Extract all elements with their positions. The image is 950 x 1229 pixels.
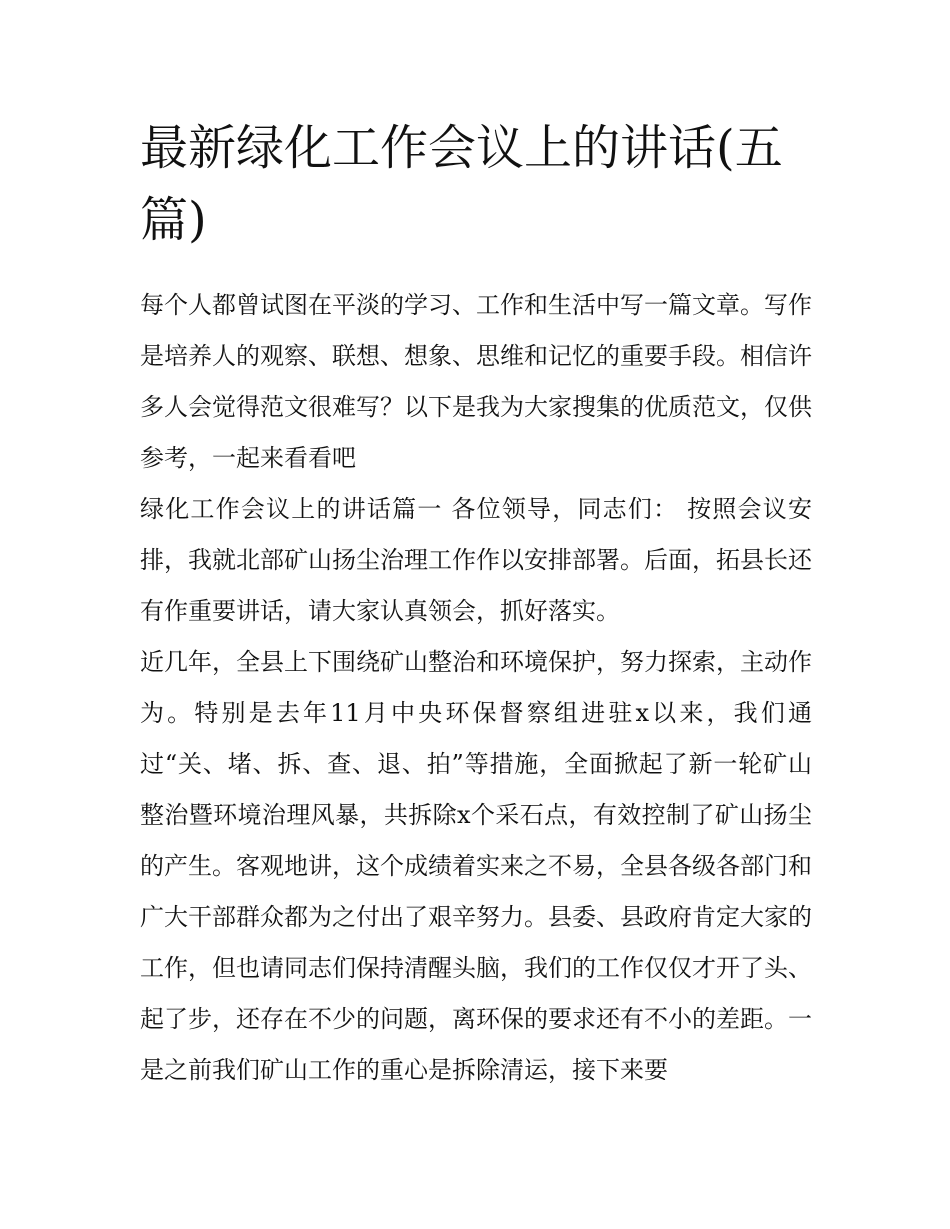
document-body (140, 280, 812, 1096)
paragraph-speech-opening: 绿化工作会议上的讲话篇一 各位领导，同志们： 按照会议安排，我就北部矿山扬尘治理工作作以安排部署。后面，拓县长还有作重要讲话，请大家认真领会，抓好落实。 (140, 495, 812, 625)
paragraph-recent-years: 近几年，全县上下围绕矿山整治和环境保护，努力探索，主动作为。特别是去年11月中央环保督察组进驻x以来，我们通过“关、堵、拆、查、退、拍”等措施，全面掀起了新一轮矿山整治暨环境治理风暴，共拆除x个采石点，有效控制了矿山扬尘的产生。客观地讲，这个成绩着实来之不易，全县各级各部门和广大干部群众都为之付出了艰辛努力。县委、县政府肯定大家的工作，但也请同志们保持清醒头脑，我们的工作仅仅才开了头、起了步，还存在不少的问题，离环保的要求还有不小的差距。一是之前我们矿山工作的重心是拆除清运，接下来要 (140, 648, 812, 1084)
paragraph-intro: 每个人都曾试图在平淡的学习、工作和生活中写一篇文章。写作是培养人的观察、联想、想象、思维和记忆的重要手段。相信许多人会觉得范文很难写？以下是我为大家搜集的优质范文，仅供参考，一起来看看吧 (140, 291, 812, 472)
document-title: 最新绿化工作会议上的讲话(五篇) (140, 120, 783, 248)
